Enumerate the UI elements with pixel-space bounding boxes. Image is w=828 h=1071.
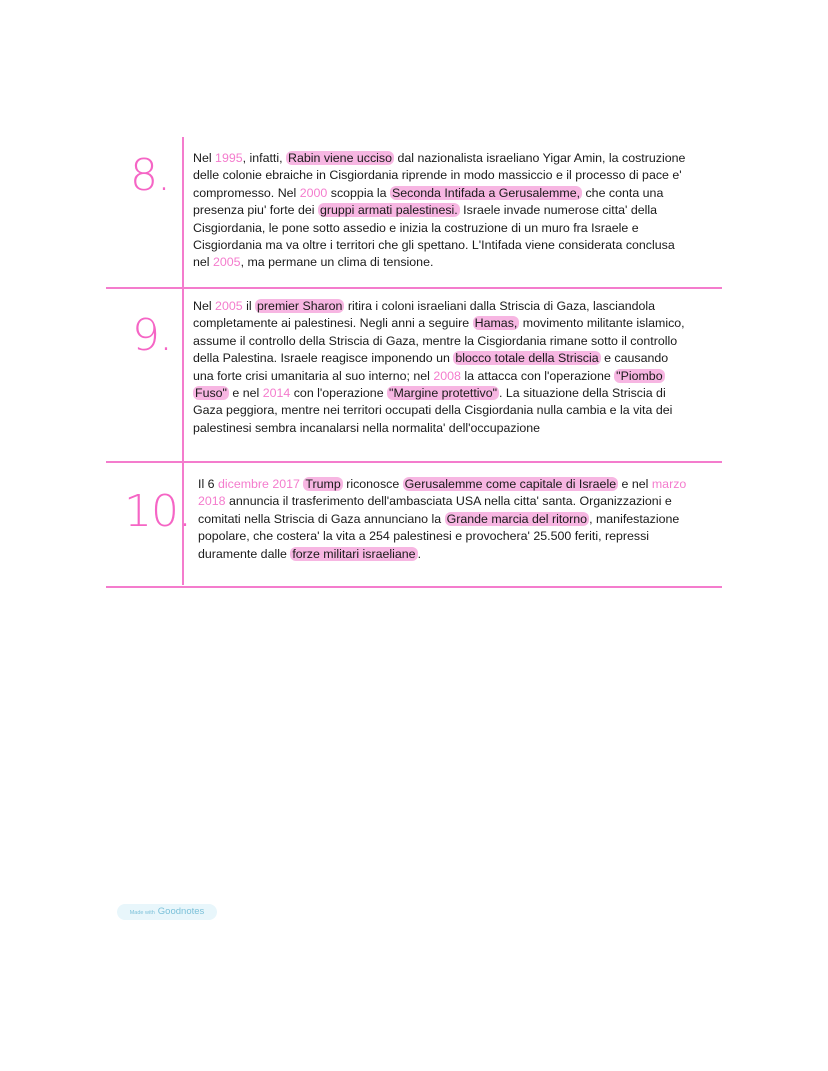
text-line — [193, 368, 718, 385]
row-number: 9. — [132, 310, 172, 361]
text-segment: , manifestazione — [589, 511, 680, 526]
row-number: 8. — [130, 150, 170, 201]
row-divider — [106, 461, 722, 463]
text-segment: . — [417, 546, 422, 561]
text-line — [193, 167, 718, 184]
text-segment: delle colonie ebraiche in Cisgiordania riprende in modo massiccio e il processo di pace e' — [193, 168, 682, 183]
text-segment: la attacca con l'operazione — [460, 368, 615, 383]
text-line — [193, 202, 718, 219]
date-text: 2008 — [433, 368, 461, 383]
text-segment: presenza piu' forte dei — [193, 203, 318, 218]
highlighted-text: blocco totale della Striscia — [455, 351, 599, 366]
highlighted-text: Fuso" — [195, 386, 227, 401]
text-segment: compromesso. Nel — [193, 185, 300, 200]
text-segment: e nel — [618, 477, 652, 491]
text-segment: e causando — [600, 351, 669, 366]
text-line — [193, 333, 718, 350]
highlighted-text: forze militari israeliane — [292, 546, 416, 561]
highlighted-text: premier Sharon — [257, 299, 343, 313]
text-line — [193, 402, 718, 419]
highlighted-text: Seconda Intifada a Gerusalemme, — [392, 185, 581, 200]
text-line — [193, 420, 718, 437]
text-line — [198, 528, 723, 545]
text-line — [198, 511, 723, 528]
text-segment: della Palestina. Israele reagisce imponendo un — [193, 351, 454, 366]
date-text: dicembre 2017 — [217, 477, 300, 491]
text-line — [193, 298, 718, 315]
text-segment: completamente ai palestinesi. Negli anni a seguire — [193, 316, 473, 331]
text-segment: Cisgiordania ma va oltre i territori che gli spettano. L'Intifada viene considerata conclusa — [193, 238, 675, 253]
text-segment: Gaza peggiora, mentre nei territori occupati della Cisgiordania nulla cambia e la vita dei — [193, 403, 673, 418]
text-segment: Nel — [193, 151, 216, 165]
text-segment: dal nazionalista israeliano Yigar Amin, la costruzione — [394, 151, 686, 165]
text-segment: una forte crisi umanitaria al suo interno; nel — [193, 368, 434, 383]
highlighted-text: Trump — [305, 477, 341, 491]
text-segment: , infatti, — [242, 151, 287, 165]
badge-prefix: Made with — [129, 910, 155, 916]
text-segment: ritira i coloni israeliani dalla Striscia di Gaza, lasciandola — [344, 299, 656, 313]
text-segment: popolare, che costera' la vita a 254 palestinesi e provochera' 25.500 feriti, repressi — [198, 529, 650, 544]
row-text — [193, 150, 718, 272]
highlighted-text: Rabin viene ucciso — [288, 151, 393, 165]
text-segment: il — [242, 299, 256, 313]
text-segment: con l'operazione — [290, 386, 388, 401]
text-segment: palestinesi sembra incanalarsi nella normalita' dell'occupazione — [193, 420, 541, 435]
date-text: 1995 — [215, 151, 243, 165]
row-number: 10. — [124, 486, 191, 537]
highlighted-text: "Margine protettivo" — [389, 386, 498, 401]
text-segment: . La situazione della Striscia di — [499, 386, 666, 401]
date-text: 2018 — [198, 494, 226, 509]
text-line — [198, 476, 723, 493]
text-line — [193, 350, 718, 367]
date-text: marzo — [651, 477, 687, 491]
text-line — [198, 493, 723, 510]
text-line — [193, 220, 718, 237]
text-segment: , ma permane un clima di tensione. — [240, 255, 434, 270]
highlighted-text: "Piombo — [616, 368, 663, 383]
made-with-goodnotes-badge[interactable] — [117, 904, 217, 920]
text-segment: movimento militante islamico, — [519, 316, 685, 331]
text-line — [198, 546, 723, 563]
highlighted-text: Grande marcia del ritorno — [446, 511, 588, 526]
text-segment: assume il controllo della Striscia di Gaza, mentre la Cisgiordania rimane sotto il controllo — [193, 333, 678, 348]
text-segment: Nel — [193, 299, 216, 313]
text-line — [193, 315, 718, 332]
text-segment: Israele invade numerose citta' della — [459, 203, 658, 218]
highlighted-text: gruppi armati palestinesi. — [319, 203, 458, 218]
text-line — [193, 385, 718, 402]
text-segment: che conta una — [582, 185, 664, 200]
date-text: 2014 — [262, 386, 291, 401]
date-text: 2005 — [212, 255, 241, 270]
text-segment: annuncia il trasferimento dell'ambasciata USA nella citta' santa. Organizzazioni e — [225, 494, 672, 509]
text-segment: comitati nella Striscia di Gaza annunciano la — [198, 511, 445, 526]
highlighted-text: Gerusalemme come capitale di Israele — [404, 477, 617, 491]
text-segment: Cisgiordania, le pone sotto assedio e inizia la costruzione di un muro fra Israele e — [193, 220, 639, 235]
text-segment: duramente dalle — [198, 546, 291, 561]
highlighted-text: Hamas, — [474, 316, 518, 331]
text-segment: nel — [193, 255, 213, 270]
row-divider — [106, 586, 722, 588]
text-segment: scoppia la — [327, 185, 390, 200]
badge-brand: Goodnotes — [157, 906, 205, 917]
text-line — [193, 254, 718, 271]
text-segment: Il 6 — [198, 477, 218, 491]
row-text — [198, 476, 723, 563]
row-text — [193, 298, 718, 437]
text-line — [193, 237, 718, 254]
text-segment: e nel — [228, 386, 263, 401]
date-text: 2005 — [215, 299, 243, 313]
text-line — [193, 185, 718, 202]
text-segment: riconosce — [342, 477, 403, 491]
date-text: 2000 — [299, 185, 328, 200]
text-line — [193, 150, 718, 167]
row-divider — [106, 287, 722, 289]
